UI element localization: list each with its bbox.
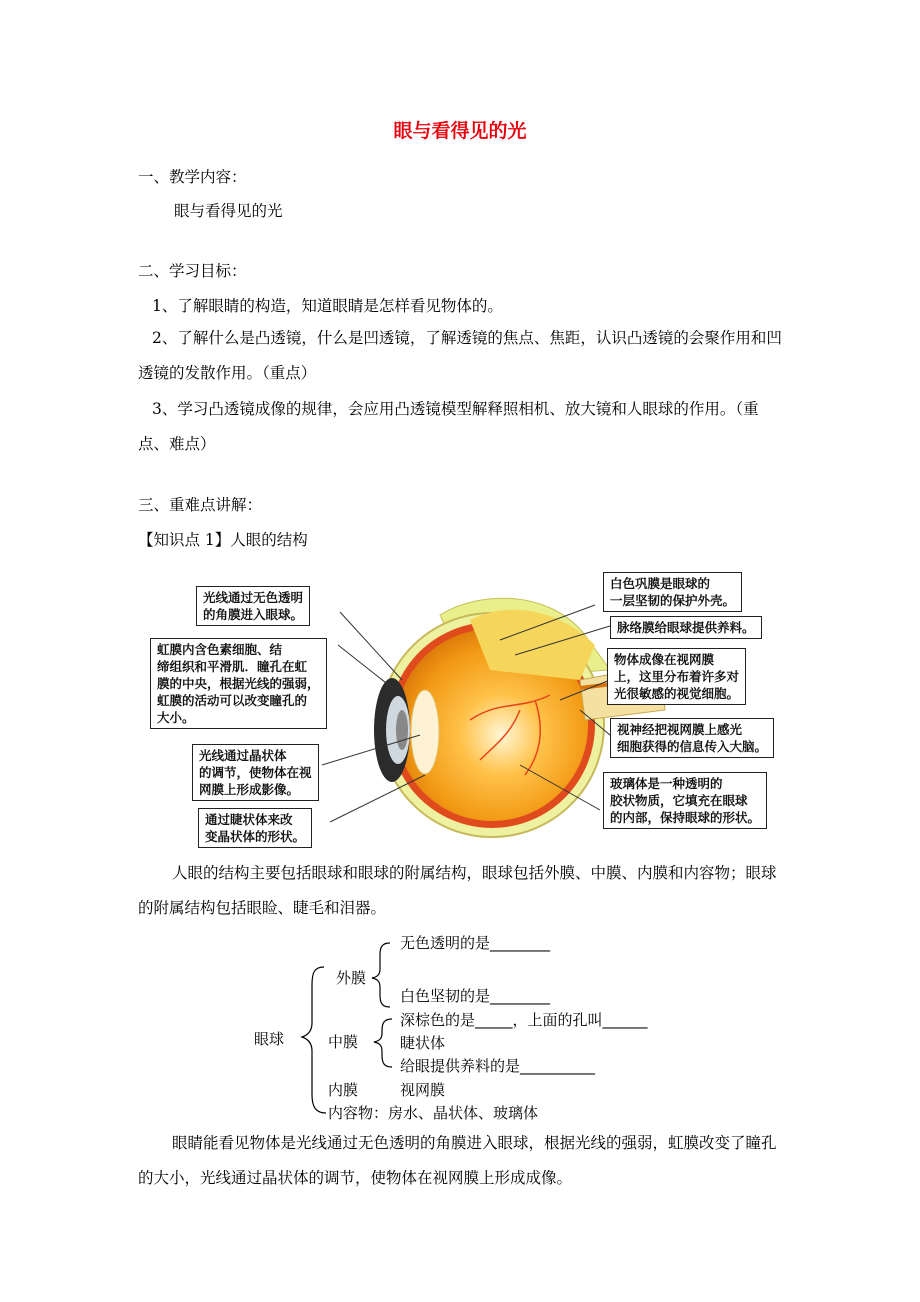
note-sclera: 白色巩膜是眼球的 一层坚韧的保护外壳。 [603, 572, 742, 612]
section1-content: 眼与看得见的光 [174, 202, 283, 220]
tree-inner: 内膜 [328, 1081, 359, 1099]
section1-heading: 一、教学内容： [138, 168, 247, 186]
tree-outer-1: 无色透明的是________ [400, 934, 551, 952]
eyeball-tree [240, 925, 700, 1125]
tree-root: 眼球 [254, 1030, 285, 1048]
eye-figure [140, 560, 820, 860]
note-choroid: 脉络膜给眼球提供养料。 [610, 616, 762, 639]
tree-inner-1: 视网膜 [400, 1081, 446, 1099]
goal-2: 2、了解什么是凸透镜，什么是凹透镜，了解透镜的焦点、焦距，认识凸透镜的会聚作用和凹透镜的发散作用。（重点） [138, 329, 782, 382]
tree-middle-1: 深棕色的是_____，上面的孔叫______ [400, 1011, 648, 1029]
note-cornea: 光线通过无色透明 的角膜进入眼球。 [196, 586, 310, 626]
paragraph-how-eye-sees: 眼睛能看见物体是光线通过无色透明的角膜进入眼球，根据光线的强弱，虹膜改变了瞳孔的大小，光线通过晶状体的调节，使物体在视网膜上形成成像。 [138, 1134, 777, 1187]
goal-1: 1、了解眼睛的构造，知道眼睛是怎样看见物体的。 [152, 297, 503, 315]
note-retina: 物体成像在视网膜 上，这里分布着许多对 光很敏感的视觉细胞。 [607, 648, 746, 705]
tree-outer: 外膜 [336, 969, 367, 987]
knowledge-point-1: 【知识点 1】人眼的结构 [138, 531, 308, 549]
note-vitreous: 玻璃体是一种透明的 胶状物质，它填充在眼球 的内部，保持眼球的形状。 [603, 772, 767, 829]
section2-heading: 二、学习目标： [138, 262, 247, 280]
note-iris: 虹膜内含色素细胞、结 缔组织和平滑肌．瞳孔在虹 膜的中央，根据光线的强弱， 虹膜的活动可以改变瞳孔的 大小。 [150, 638, 327, 729]
tree-middle-2: 睫状体 [400, 1034, 446, 1052]
note-ciliary-body: 通过睫状体来改 变晶状体的形状。 [198, 808, 312, 848]
goal-3: 3、学习凸透镜成像的规律，会应用凸透镜模型解释照相机、放大镜和人眼球的作用。（重点、难点） [138, 400, 759, 453]
note-optic-nerve: 视神经把视网膜上感光 细胞获得的信息传入大脑。 [610, 718, 774, 758]
tree-outer-2: 白色坚韧的是________ [400, 987, 551, 1005]
tree-middle-3: 给眼提供养料的是__________ [400, 1057, 596, 1075]
tree-contents: 内容物：房水、晶状体、玻璃体 [328, 1104, 539, 1122]
tree-middle: 中膜 [328, 1033, 359, 1051]
section3-heading: 三、重难点讲解： [138, 496, 263, 514]
page-title: 眼与看得见的光 [393, 120, 527, 142]
note-lens: 光线通过晶状体 的调节，使物体在视 网膜上形成影像。 [192, 744, 319, 801]
paragraph-eye-structure: 人眼的结构主要包括眼球和眼球的附属结构，眼球包括外膜、中膜、内膜和内容物；眼球的附属结构包括眼睑、睫毛和泪器。 [138, 864, 777, 917]
